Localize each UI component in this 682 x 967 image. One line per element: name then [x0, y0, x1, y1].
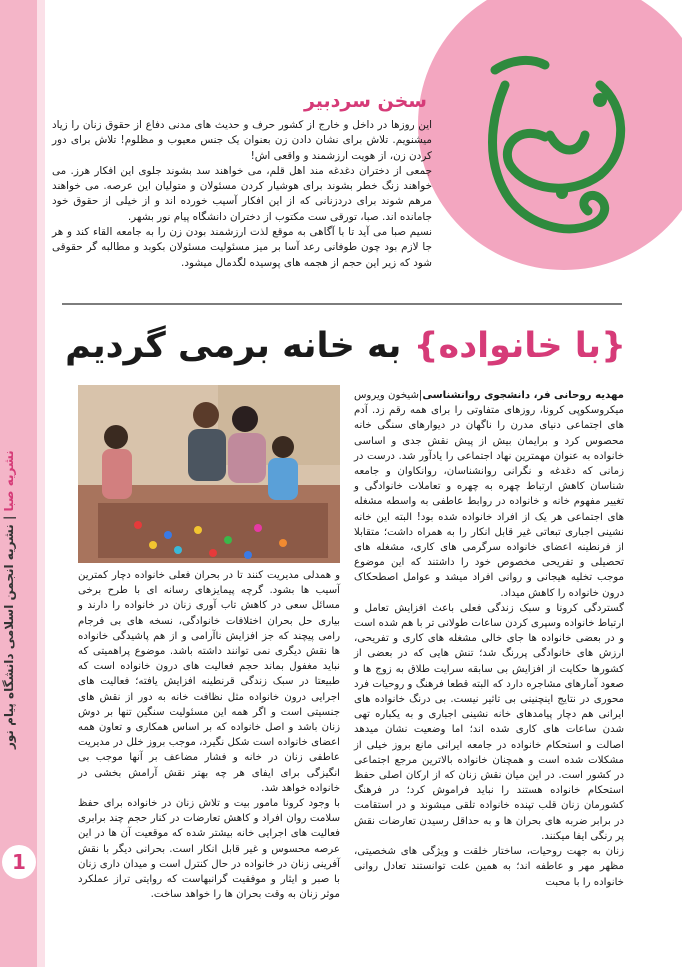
article-paragraph: زنان به جهت روحیات، ساختار خلقت و ویژگی های شخصیتی، مظهر مهر و عاطفه اند؛ به همین علت توانستند تعادل روانی خانواده را با محبت — [354, 846, 624, 888]
page-number: 1 — [2, 845, 36, 879]
editorial-paragraph: این روزها در داخل و خارج از کشور حرف و حدیث های مدنی دفاع از حقوق زنان را زیاد میشنویم. تلاش برای نشان دادن زن بعنوان یک جنس معیوب و مظلوم! تلاش برای دور کردن زن، از هویت ارزشمند و واقعی اش! — [52, 119, 432, 162]
sidebar-magazine-label: نشریه صبا — [2, 450, 16, 512]
editorial-body — [52, 118, 432, 271]
article-paragraph: گستردگی کرونا و سبک زندگی فعلی باعث افزایش تعامل و ارتباط خانواده وسپری کردن ساعات طولانی تر با هم شده است و در بعضی خانواده ها جای خالی مشغله های کاری و تفریحی، ارزش های خانوادگی پررنگ شد؛ تنش هایی که در بعضی از کشورها حکایت از افزایش بی سابقه سرایت طلاق به زوج ها و صعود آمارهای مشاجره دارد که البته قطعا فرهنگ و روحیات فرد محوری در نتایج اینچنینی بی تاثیر نیست. بی درنگ خانواده های ایرانی هم دچار پیامدهای خانه نشینی اجباری و به یکباره تهی شدن ساعات های کاری شده اند؛ اما وضعیت نشان میدهد اصالت و استحکام خانواده در جامعه ایرانی مانع بروز خیلی از مشکلات شده است و همچنان خانواده بالاترین مرجع اجتماعی در کشور است. در این میان نقش زنان که از ارکان اصلی حفظ استحکام خانواده هستند را نباید فراموش کرد؛ در فرهنگ کشورمان زنان قلب تپنده خانواده تلقی میشوند و در استقامت در برابر ضربه های بحران ها و به حداقل رسیدن تعارضات نقش پر رنگی ایفا میکنند. — [354, 602, 624, 842]
editorial-title: سخن سردبیر — [303, 90, 427, 112]
article-headline — [62, 320, 626, 372]
sidebar-strip — [0, 0, 37, 967]
article-paragraph: مهدیه روحانی فر، دانشجوی روانشناسی|شیخون ویروس میکروسکوپی کرونا، روزهای متفاوتی را برای همه رقم زد. آدم های اجتماعی دنیای مدرن را ناگهان در دیوارهای سنگی خانه محصوس کرد و برایمان بیش از پیش نقش جدی و اساسی خانواده به عنوان مهمترین نهاد اجتماعی را یادآور شد. درست در زمانی که دغدغه و نگرانی روانشناسان، روانکاوان و جامعه شناسان کاهش ارتباط چهره به چهره و تعاملات خانوادگی و تغییر مفهوم خانه و خانواده در روابط عاطفی به واسطه مشغله های اجتماعی هر یک از افراد خانواده شده بود! البته این خانه نشینی اجباری تبعاتی غیر قابل انکار را به همراه داشت؛ متقابلا از فرنطینه اعضای خانواده سرگرمی های کاری، مشغله های تحصیلی و تفریحی مخصوص خود را داشتند که این موضوع موجب تخلیه هیجانی و روانی افراد میشد و عوامل اصطحکاک درون خانواده را کاهش میداد. — [354, 390, 624, 599]
article-left-column — [78, 568, 340, 902]
family-photo — [78, 385, 340, 563]
article-tag: {با خانواده} — [413, 326, 626, 366]
article-title: به خانه برمی گردیم — [65, 326, 402, 366]
editorial-paragraph: نسیم صبا می آید تا با آگاهی به موقع لذت ارزشمند بودن زن را به جامعه القاء کند و هر جا لازم بود چون طوفانی رعد آسا بر میز مسئولیت مسئولان بکوبد و مطالبه گر حقوقی شود که زیر این حجم از هجمه های پوسیده لگدمال میشود. — [52, 226, 432, 269]
family-photo-illustration — [78, 385, 340, 563]
article-author: مهدیه روحانی فر، دانشجوی روانشناسی — [422, 390, 624, 401]
article-paragraph: و همدلی مدیریت کنند تا در بحران فعلی خانواده دچار کمترین آسیب ها بشود. گرچه پیمایزهای رسانه ای با طرح برخی مسائل سعی در کاهش تاب آوری زنان در خانواده را دارند و بیاری حل بحران اختلافات خانوادگی، نسخه های بی فرجام رامی پیچند که جز افزایش ناآرامی و از هم پاشیدگی خانواده ها نقش دیگری نمی توانند داشته باشد. موضوع پراهمیتی که نباید مغفول بماند حجم فعالیت های درون خانواده است که طبیعتا در سبک زندگی قرنطینه افزایش یافته؛ فعالیت های اجرایی درون خانواده مثل نظافت خانه به دور از نقش های جنسیتی است و اگر همه این مسئولیت سنگین تنها بر دوش زنان باشد و اصل خانواده که بر اساس همکاری و تعاون همه اعضای خانواده است شکل نگیرد، موجب بروز خلل در مدیریت عاطفی زنان در خانه و فشار مضاعف بر آنها موجب بی انگیزگی برای ایفای هر چه بهتر نقش آرامش بخشی در خانواده خواهد شد. — [78, 570, 340, 794]
article-paragraph: با وجود کرونا مامور بیت و تلاش زنان در خانواده برای حفظ سلامت روان افراد و کاهش تعارضات در کنار حجم چند برابری فعالیت های اجرایی خانه بیشتر شده که موقعیت آن ها در این عرصه محسوس و غیر قابل انکار است. بحرانی دیگر با نقش آفرینی زنان در خانواده در حال کنترل است و میدان داری زنان با صبر و ایثار و موفقیت گرانبهاست که روایتی تراز عملکرد موثر زنان به وقت بحران ها را خواهد ساخت. — [78, 798, 340, 901]
article-right-column — [354, 388, 624, 890]
sidebar-inner-band — [37, 0, 45, 967]
editorial-paragraph: جمعی از دختران دغدغه مند اهل قلم، می خواهند سد بشوند جلوی این افکار هرز. می خواهند زنگ خطر بشوند برای هوشیار کردن مسئولان و متولیان این عرصه. می خواهند مرهم شوند برای دردزنانی که از این افکار آسیب خورده اند و از خیلی از حقوق خود جامانده اند. صبا، تورقی ست مکتوب از دختران دانشگاه پیام نور بشهر. — [52, 164, 432, 223]
sidebar-association: نشریه انجمن اسلامی دانشگاه پیام نور — [2, 524, 16, 750]
saba-logo-icon — [450, 25, 660, 255]
section-divider — [62, 303, 622, 305]
sidebar-vertical-text: نشریه صبا | نشریه انجمن اسلامی دانشگاه پیام نور — [2, 450, 16, 750]
